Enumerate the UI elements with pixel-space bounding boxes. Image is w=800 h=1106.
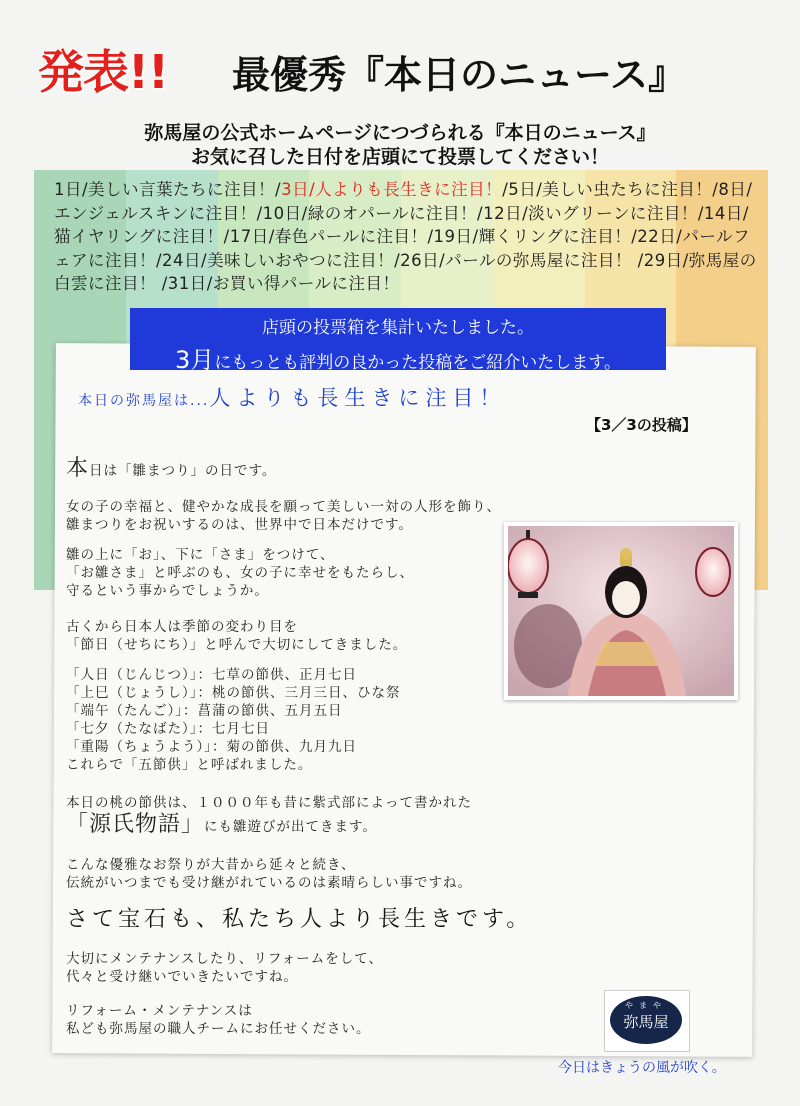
paragraph-1-text: 日は「雛まつり」の日です。	[89, 463, 277, 479]
date-list-part-2: /5日/美しい虫たちに注目！/8日/エンジェルスキンに注目！/10日/緑のオパールに注目！/12日/淡いグリーンに注目！/14日/猫イヤリングに注目！/17日/春色パールに注目！/19日/輝くリングに注目！/22日/パールフェアに注目！/24日/美味しいおやつに注目！/26日/パールの弥馬屋に注目！ /29日/弥馬屋の白雲に注目！ /31日/お買い得パールに注目！	[54, 180, 757, 293]
subtitle-line-2: お気に召した日付を店頭にて投票してください！	[190, 146, 609, 168]
paragraph-6-line-1: 本日の桃の節供は、１０００年も昔に紫式部によって書かれた	[66, 795, 472, 811]
paragraph-9-line-2: 私ども弥馬屋の職人チームにお任せください。	[66, 1021, 371, 1037]
paragraph-3-line-1: 雛の上に「お」、下に「さま」をつけて、	[66, 547, 335, 563]
page-title: 最優秀『本日のニュース』	[232, 53, 687, 97]
paragraph-8	[66, 950, 626, 986]
paragraph-2-line-2: 雛まつりをお祝いするのは、世界中で日本だけです。	[66, 517, 413, 533]
paragraph-8-line-2: 代々と受け継いでいきたいですね。	[66, 969, 298, 985]
date-list-part-1: 1日/美しい言葉たちに注目！/	[54, 180, 282, 199]
logo-kana: やまや	[625, 1001, 667, 1010]
header	[0, 36, 800, 106]
paragraph-3-line-2: 「お雛さま」と呼ぶのも、女の子に幸せをもたらし、	[66, 565, 414, 581]
catch-phrase: さて宝石も、私たち人より長生きです。	[66, 907, 533, 932]
paragraph-6	[66, 794, 626, 836]
sekku-summary: これらで「五節供」と呼ばれました。	[66, 757, 313, 773]
announcement-month: 3月	[175, 346, 215, 374]
sekku-item: 「重陽（ちょうよう）」：菊の節供、九月九日	[66, 739, 357, 755]
announcement-line-1: 店頭の投票箱を集計いたしました。	[262, 318, 534, 338]
genji-line	[66, 812, 626, 837]
announcement-line-2-rest: にもっとも評判の良かった投稿をご紹介いたします。	[214, 353, 621, 373]
today-prefix: 本日の弥馬屋は...	[78, 393, 210, 409]
genji-rest: にも雛遊びが出てきます。	[204, 819, 377, 835]
sekku-item: 「上巳（じょうし）」：桃の節供、三月三日、ひな祭	[66, 685, 401, 701]
paragraph-4-line-1: 古くから日本人は季節の変わり目を	[66, 619, 298, 635]
paragraph-9	[66, 1002, 626, 1038]
paragraph-3-line-3: 守るという事からでしょうか。	[66, 583, 269, 599]
date-list	[54, 178, 764, 296]
paragraph-1	[66, 456, 626, 481]
paragraph-7-line-1: こんな優雅なお祭りが大昔から延々と続き、	[66, 857, 356, 873]
sekku-item: 「人日（じんじつ）」：七草の節供、正月七日	[66, 667, 357, 683]
sekku-item: 「七夕（たなばた）」：七月七日	[66, 721, 270, 737]
hina-doll-photo	[504, 522, 738, 700]
logo-name: 弥馬屋	[623, 1013, 669, 1031]
paragraph-9-line-1: リフォーム・メンテナンスは	[66, 1003, 253, 1019]
sekku-item: 「端午（たんご）」：菖蒲の節供、五月五日	[66, 703, 343, 719]
post-date: 【3／3の投稿】	[586, 416, 697, 434]
today-heading	[78, 382, 506, 412]
genji-title: 「源氏物語」	[66, 812, 205, 837]
paragraph-7	[66, 856, 626, 892]
yamaya-logo	[604, 990, 690, 1052]
announcement-line-2	[130, 340, 666, 375]
announce-label: 発表!!	[38, 45, 168, 99]
paragraph-8-line-1: 大切にメンテナンスしたり、リフォームをして、	[66, 951, 383, 967]
footer-slogan: 今日はきょうの風が吹く。	[558, 1060, 726, 1076]
paragraph-2-line-1: 女の子の幸福と、健やかな成長を願って美しい一対の人形を飾り、	[66, 499, 501, 515]
paragraph-7-line-2: 伝統がいつまでも受け継がれているのは素晴らしい事ですね。	[66, 875, 472, 891]
today-title: 人よりも長生きに注目！	[209, 386, 507, 410]
paragraph-4-line-2: 「節日（せちにち）」と呼んで大切にしてきました。	[66, 637, 408, 653]
subtitle-line-1: 弥馬屋の公式ホームページにつづられる『本日のニュース』	[144, 122, 656, 144]
announcement-box	[130, 308, 666, 374]
drop-cap: 本	[66, 456, 90, 481]
date-list-highlight: 3日/人よりも長生きに注目！	[281, 180, 503, 199]
